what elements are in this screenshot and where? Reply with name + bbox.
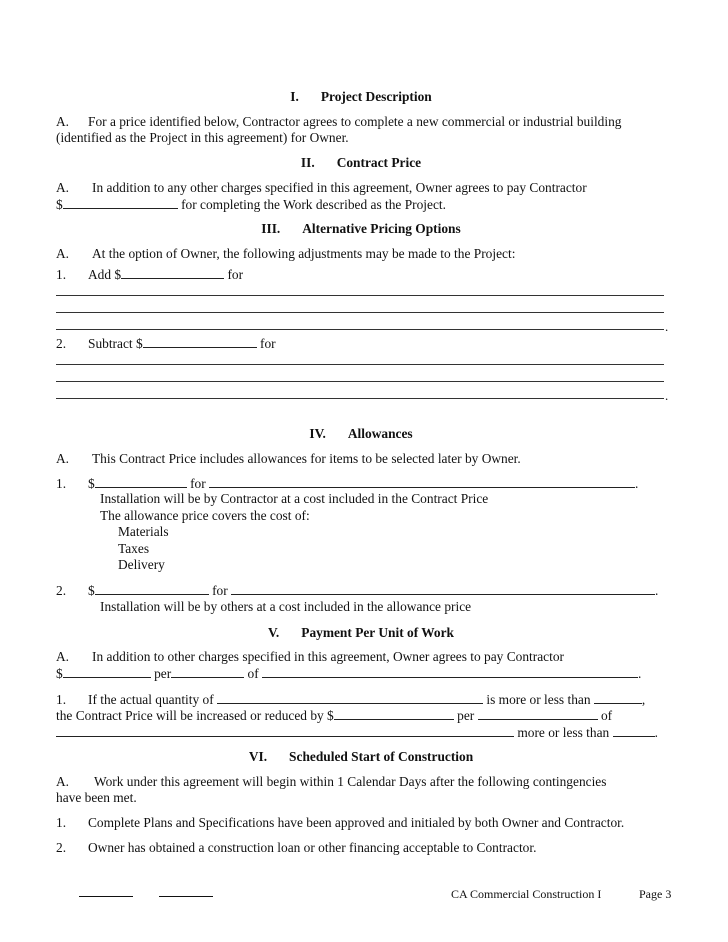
contractor-initials-line[interactable] xyxy=(159,896,213,897)
item-text: the Contract Price will be increased or reduced by $ xyxy=(56,708,334,723)
section-title: Allowances xyxy=(347,426,413,441)
allowance-1-amount-field[interactable] xyxy=(95,475,187,488)
item-text: for xyxy=(227,267,244,282)
paragraph-label: A. xyxy=(56,451,70,466)
scheduled-start-paragraph xyxy=(56,774,606,790)
item-number: 1. xyxy=(56,692,67,707)
paragraph-text: In addition to any other charges specified in this agreement, Owner agrees to pay Contractor xyxy=(92,180,587,195)
subtract-description-line-3[interactable] xyxy=(56,398,664,399)
alternative-pricing-paragraph xyxy=(56,246,515,262)
subtract-description-line-2[interactable] xyxy=(56,381,664,382)
item-text: If the actual quantity of xyxy=(88,692,214,707)
subtract-option-item xyxy=(56,335,276,352)
dollar-sign: $ xyxy=(88,583,95,598)
per-text: per xyxy=(457,708,475,723)
add-description-line-1[interactable] xyxy=(56,295,664,296)
paragraph-text: For a price identified below, Contractor agrees to complete a new commercial or industrial building xyxy=(88,114,622,129)
item-text: is more or less than xyxy=(486,692,591,707)
adjustment-amount-field[interactable] xyxy=(334,707,454,720)
allowance-2-installation-note: Installation will be by others at a cost included in the allowance price xyxy=(100,599,472,614)
item-text: Subtract $ xyxy=(88,336,143,351)
covers-item-taxes: Taxes xyxy=(118,541,150,556)
owner-initials-line[interactable] xyxy=(79,896,133,897)
adjustment-threshold-field[interactable] xyxy=(613,724,655,737)
subtract-amount-field[interactable] xyxy=(143,335,257,348)
contract-price-amount-field[interactable] xyxy=(63,196,178,209)
item-number: 1. xyxy=(56,815,67,830)
allowance-2-description-field[interactable] xyxy=(231,582,655,595)
paragraph-label: A. xyxy=(56,774,70,789)
paragraph-label: A. xyxy=(56,649,70,664)
item-text: more or less than xyxy=(517,725,610,740)
paragraph-text: In addition to other charges specified in this agreement, Owner agrees to pay Contractor xyxy=(92,649,564,664)
section-heading-payment-per-unit xyxy=(56,625,666,641)
adjustment-unit-field[interactable] xyxy=(478,707,598,720)
item-text: for xyxy=(190,476,206,491)
item-number: 1. xyxy=(56,267,67,282)
section-number: II. xyxy=(300,155,315,170)
allowance-1-installation-note: Installation will be by Contractor at a cost included in the Contract Price xyxy=(100,491,489,506)
paragraph-text: This Contract Price includes allowances for items to be selected later by Owner. xyxy=(92,451,521,466)
covers-item-delivery: Delivery xyxy=(118,557,165,572)
work-description-field[interactable] xyxy=(262,665,638,678)
scheduled-start-line2: have been met. xyxy=(56,790,137,805)
paragraph-label: A. xyxy=(56,180,70,195)
add-description-line-3[interactable] xyxy=(56,329,664,330)
section-heading-project-description xyxy=(56,89,666,105)
period: . xyxy=(665,388,669,403)
paragraph-text: Work under this agreement will begin within 1 Calendar Days after the following contingencies xyxy=(94,774,607,789)
item-text: Complete Plans and Specifications have been approved and initialed by both Owner and Contractor. xyxy=(88,815,625,830)
allowance-2-amount-field[interactable] xyxy=(95,582,209,595)
paragraph-text: At the option of Owner, the following adjustments may be made to the Project: xyxy=(92,246,516,261)
dollar-sign: $ xyxy=(56,197,63,212)
footer-document-title: CA Commercial Construction I xyxy=(451,887,602,901)
project-description-paragraph xyxy=(56,114,621,130)
section-heading-allowances xyxy=(56,426,666,442)
dollar-sign: $ xyxy=(88,476,95,491)
threshold-quantity-field[interactable] xyxy=(594,691,642,704)
section-title: Payment Per Unit of Work xyxy=(301,625,455,640)
paragraph-label: A. xyxy=(56,246,70,261)
section-number: IV. xyxy=(309,426,326,441)
section-number: I. xyxy=(290,89,299,104)
item-number: 2. xyxy=(56,336,67,351)
item-text: for xyxy=(212,583,228,598)
of-text: of xyxy=(600,708,613,723)
covers-item-materials: Materials xyxy=(118,524,169,539)
section-heading-scheduled-start xyxy=(56,749,666,765)
section-title: Alternative Pricing Options xyxy=(302,221,461,236)
contingency-item-1 xyxy=(56,815,624,831)
contract-price-paragraph xyxy=(56,180,587,196)
adjustment-work-field[interactable] xyxy=(56,724,514,737)
quantity-adjustment-line1 xyxy=(56,691,645,708)
section-number: III. xyxy=(261,221,281,236)
allowance-1-description-field[interactable] xyxy=(209,475,635,488)
add-amount-field[interactable] xyxy=(121,266,224,279)
subtract-description-line-1[interactable] xyxy=(56,364,664,365)
item-number: 2. xyxy=(56,583,67,598)
allowance-item-2 xyxy=(56,582,658,599)
unit-field[interactable] xyxy=(171,665,244,678)
item-number: 1. xyxy=(56,476,67,491)
period: . xyxy=(638,666,642,681)
actual-quantity-field[interactable] xyxy=(217,691,483,704)
section-heading-contract-price xyxy=(56,155,666,171)
per-text: per xyxy=(154,666,172,681)
item-number: 2. xyxy=(56,840,67,855)
payment-per-unit-paragraph xyxy=(56,649,564,665)
section-title: Scheduled Start of Construction xyxy=(289,749,474,764)
period: . xyxy=(665,319,669,334)
payment-per-unit-line2 xyxy=(56,665,641,682)
project-description-line2: (identified as the Project in this agreement) for Owner. xyxy=(56,130,349,145)
unit-price-field[interactable] xyxy=(63,665,151,678)
section-number: V. xyxy=(267,625,280,640)
allowance-item-1 xyxy=(56,475,638,492)
add-description-line-2[interactable] xyxy=(56,312,664,313)
section-number: VI. xyxy=(248,749,268,764)
of-text: of xyxy=(247,666,259,681)
quantity-adjustment-line3 xyxy=(56,724,658,741)
quantity-adjustment-line2 xyxy=(56,707,612,724)
item-text: Add $ xyxy=(88,267,122,282)
item-text: for xyxy=(260,336,276,351)
section-heading-alternative-pricing xyxy=(56,221,666,237)
dollar-sign: $ xyxy=(56,666,63,681)
allowances-paragraph xyxy=(56,451,521,467)
paragraph-label: A. xyxy=(56,114,70,129)
allowance-1-covers-label: The allowance price covers the cost of: xyxy=(100,508,310,523)
period: . xyxy=(655,583,659,598)
section-title: Project Description xyxy=(320,89,432,104)
contract-price-line2 xyxy=(56,196,446,213)
contingency-item-2 xyxy=(56,840,536,856)
add-option-item xyxy=(56,266,243,283)
period: . xyxy=(635,476,639,491)
item-text: Owner has obtained a construction loan or other financing acceptable to Contractor. xyxy=(88,840,537,855)
period: . xyxy=(654,725,658,740)
paragraph-text: for completing the Work described as the Project. xyxy=(181,197,446,212)
footer-page-number: Page 3 xyxy=(639,887,672,901)
comma: , xyxy=(641,692,646,707)
section-title: Contract Price xyxy=(336,155,422,170)
